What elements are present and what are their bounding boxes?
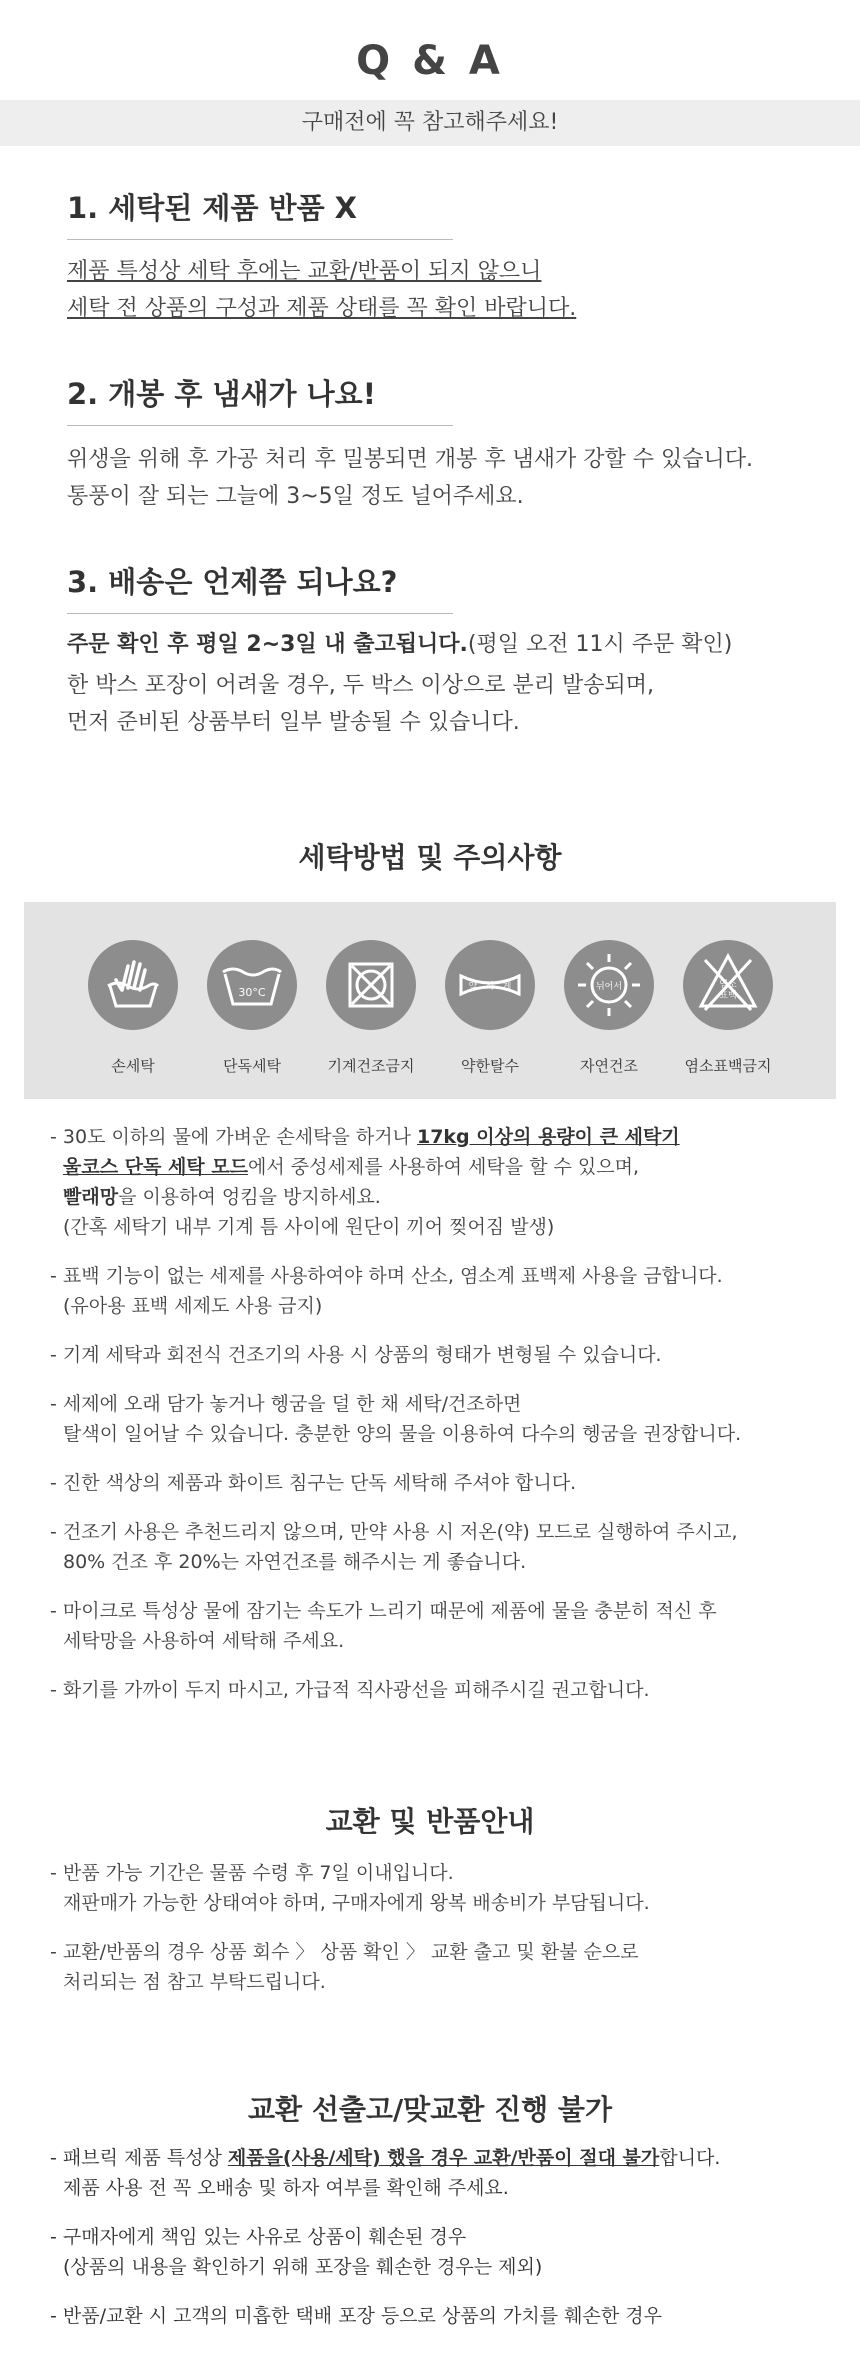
washing-note-6 <box>50 1517 840 1577</box>
washing-note-2-line1: - 표백 기능이 없는 세제를 사용하여야 하며 산소, 염소계 표백제 사용을 금합니다. <box>50 1265 723 1287</box>
no-advance-note-2-line1: - 구매자에게 책임 있는 사유로 상품이 훼손된 경우 <box>50 2226 467 2248</box>
washing-icons-panel <box>24 902 836 1099</box>
no-bleach-text-2: 표백 <box>719 991 737 1001</box>
qa-item-2 <box>67 372 807 515</box>
exchange-note-1-line1: - 반품 가능 기간은 물품 수령 후 7일 이내입니다. <box>50 1862 454 1884</box>
qa-item-1 <box>67 186 807 327</box>
washing-note-8-line1: - 화기를 가까이 두지 마시고, 가급적 직사광선을 피해주시길 권고합니다. <box>50 1679 650 1701</box>
qa-answer-1-line1: 제품 특성상 세탁 후에는 교환/반품이 되지 않으니 <box>67 259 542 284</box>
washing-note-2-line2: (유아용 표백 세제도 사용 금지) <box>63 1295 323 1317</box>
wash-item-no-bleach <box>673 940 783 1076</box>
no-advance-title: 교환 선출고/맞교환 진행 불가 <box>247 2093 613 2126</box>
washing-note-1-text: - 30도 이하의 물에 가벼운 손세탁을 하거나 <box>50 1126 417 1148</box>
gentle-spin-text-2: 하 <box>485 982 495 992</box>
no-advance-note-3-line1: - 반품/교환 시 고객의 미흡한 택배 포장 등으로 상품의 가치를 훼손한 경우 <box>50 2305 662 2327</box>
no-advance-note-2 <box>50 2222 840 2282</box>
washing-notes <box>50 1122 840 1724</box>
gentle-spin-text-1: 약 <box>468 982 478 992</box>
no-advance-notes <box>50 2143 840 2350</box>
no-advance-note-3 <box>50 2301 840 2331</box>
exchange-note-2-line1: - 교환/반품의 경우 상품 회수 〉 상품 확인 〉 교환 출고 및 환불 순으로 <box>50 1941 639 1963</box>
qa-answer-3-rest: (평일 오전 11시 주문 확인) <box>467 632 733 657</box>
wash-item-natural-dry <box>554 940 664 1076</box>
washing-note-8 <box>50 1675 840 1705</box>
no-bleach-icon <box>683 940 773 1030</box>
washing-note-1-bold-machine: 17kg 이상의 용량이 큰 세탁기 <box>416 1126 680 1148</box>
no-advance-note-1-text: - 패브릭 제품 특성상 <box>50 2147 228 2169</box>
wash-label-hand: 손세탁 <box>111 1057 155 1075</box>
washing-note-7-line2: 세탁망을 사용하여 세탁해 주세요. <box>63 1630 345 1652</box>
washing-note-5 <box>50 1468 840 1498</box>
qa-item-3 <box>67 560 807 741</box>
exchange-note-1 <box>50 1858 840 1918</box>
exchange-notes <box>50 1858 840 2016</box>
wash-30c-text: 30°C <box>238 986 266 999</box>
washing-note-4-line1: - 세제에 오래 담가 놓거나 헹굼을 덜 한 채 세탁/건조하면 <box>50 1393 522 1415</box>
no-advance-note-1-text-2: 합니다. <box>659 2147 721 2169</box>
washing-title: 세탁방법 및 주의사항 <box>298 841 562 874</box>
washing-note-3 <box>50 1340 840 1370</box>
no-advance-note-1-line2: 제품 사용 전 꼭 오배송 및 하자 여부를 확인해 주세요. <box>63 2177 509 2199</box>
wash-label-natural-dry: 자연건조 <box>580 1057 638 1075</box>
washing-note-1 <box>50 1122 840 1242</box>
qa-subtitle: 구매전에 꼭 참고해주세요! <box>0 100 860 146</box>
wash-label-no-bleach: 염소표백금지 <box>684 1057 772 1075</box>
washing-note-7 <box>50 1596 840 1656</box>
washing-note-2 <box>50 1261 840 1321</box>
natural-dry-icon <box>564 940 654 1030</box>
washing-note-3-line1: - 기계 세탁과 회전식 건조기의 사용 시 상품의 형태가 변형될 수 있습니다. <box>50 1344 662 1366</box>
natural-dry-text: 뉘어서 <box>595 982 623 992</box>
washing-note-5-line1: - 진한 색상의 제품과 화이트 침구는 단독 세탁해 주셔야 합니다. <box>50 1472 577 1494</box>
wash-item-hand <box>78 940 188 1076</box>
washing-note-6-line2: 80% 건조 후 20%는 자연건조를 해주시는 게 좋습니다. <box>63 1551 527 1573</box>
washing-note-6-line1: - 건조기 사용은 추천드리지 않으며, 만약 사용 시 저온(약) 모드로 실행하여 주시고, <box>50 1521 738 1543</box>
qa-heading-1: 1. 세탁된 제품 반품 X <box>67 186 453 240</box>
exchange-title: 교환 및 반품안내 <box>325 1805 535 1838</box>
washing-note-4 <box>50 1389 840 1449</box>
qa-answer-3-line3: 먼저 준비된 상품부터 일부 발송될 수 있습니다. <box>67 710 520 735</box>
wash-item-no-dry <box>316 940 426 1076</box>
qa-answer-2-line2: 통풍이 잘 되는 그늘에 3~5일 정도 널어주세요. <box>67 484 524 509</box>
qa-title: Q & A <box>356 38 504 84</box>
wash-label-no-dry: 기계건조금지 <box>327 1057 415 1075</box>
no-advance-note-1-bold: 제품을(사용/세탁) 했을 경우 교환/반품이 절대 불가 <box>227 2147 660 2169</box>
wash-30c-icon <box>207 940 297 1030</box>
qa-answer-1-line2: 세탁 전 상품의 구성과 제품 상태를 꼭 확인 바랍니다. <box>67 296 577 321</box>
washing-note-1-text-4: (간혹 세탁기 내부 기계 틈 사이에 원단이 끼어 찢어짐 발생) <box>63 1216 555 1238</box>
exchange-note-2-line2: 처리되는 점 참고 부탁드립니다. <box>63 1971 326 1993</box>
wash-label-gentle-spin: 약한탈수 <box>461 1057 519 1075</box>
no-advance-note-1 <box>50 2143 840 2203</box>
no-tumble-dry-icon <box>326 940 416 1030</box>
no-advance-note-2-line2: (상품의 내용을 확인하기 위해 포장을 훼손한 경우는 제외) <box>63 2256 543 2278</box>
qa-answer-2-line1: 위생을 위해 후 가공 처리 후 밀봉되면 개봉 후 냄새가 강할 수 있습니다. <box>67 447 753 472</box>
exchange-note-1-line2: 재판매가 가능한 상태여야 하며, 구매자에게 왕복 배송비가 부담됩니다. <box>63 1892 650 1914</box>
wash-item-solo <box>197 940 307 1076</box>
gentle-spin-text-3: 게 <box>502 982 512 992</box>
washing-note-4-line2: 탈색이 일어날 수 있습니다. 충분한 양의 물을 이용하여 다수의 헹굼을 권장합니다. <box>63 1423 742 1445</box>
qa-heading-2: 2. 개봉 후 냄새가 나요! <box>67 372 453 426</box>
no-bleach-text-1: 염소 <box>719 980 737 990</box>
washing-note-1-bold-net: 빨래망 <box>63 1186 119 1208</box>
qa-answer-3-line2: 한 박스 포장이 어려울 경우, 두 박스 이상으로 분리 발송되며, <box>67 673 654 698</box>
wash-label-solo: 단독세탁 <box>223 1057 281 1075</box>
washing-note-1-bold-mode: 울코스 단독 세탁 모드 <box>63 1156 249 1178</box>
exchange-note-2 <box>50 1937 840 1997</box>
washing-note-7-line1: - 마이크로 특성상 물에 잠기는 속도가 느리기 때문에 제품에 물을 충분히 적신 후 <box>50 1600 717 1622</box>
qa-heading-3: 3. 배송은 언제쯤 되나요? <box>67 560 453 614</box>
wash-item-gentle-spin <box>435 940 545 1076</box>
washing-note-1-text-2: 에서 중성세제를 사용하여 세탁을 할 수 있으며, <box>248 1156 640 1178</box>
washing-note-1-text-3: 을 이용하여 엉킴을 방지하세요. <box>118 1186 381 1208</box>
gentle-spin-icon <box>445 940 535 1030</box>
qa-answer-3-bold: 주문 확인 후 평일 2~3일 내 출고됩니다. <box>67 632 468 657</box>
hand-wash-icon <box>88 940 178 1030</box>
